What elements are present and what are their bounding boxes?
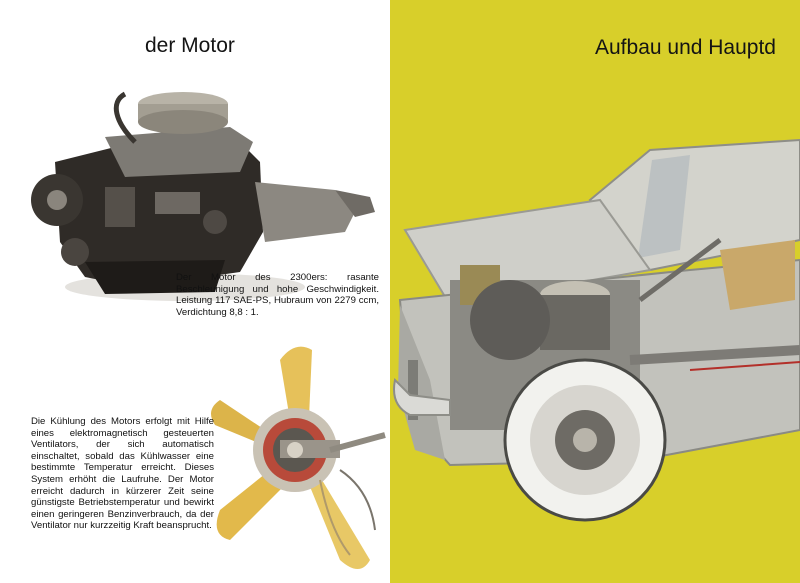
right-page: [390, 0, 800, 583]
motor-title: der Motor: [145, 34, 235, 57]
section-title: Aufbau und Hauptd: [595, 36, 776, 59]
fan-illustration: [200, 340, 390, 580]
engine-caption: Der Motor des 2300ers: rasante Beschleunigung und hohe Geschwindigkeit. Leistung 117 SAE-PS, Hubraum von 2279 ccm, Verdichtung 8,8 : 1.: [176, 272, 379, 318]
cooling-caption: Die Kühlung des Motors erfolgt mit Hilfe eines elektromagnetisch gesteuerten Ventilators, der sich automatisch einschaltet, sobald das Kühlwasser eine bestimmte Temperatur erreicht. Dieses System erhöht die Laufruhe. Der Motor erreicht dadurch in kürzerer Zeit seine günstigste Betriebstemperatur und bewirkt einen geringeren Benzinverbrauch, da der Ventilator nur kurzzeitig Kraft beansprucht.: [31, 416, 214, 532]
car-cutaway-illustration: [390, 130, 800, 550]
left-page: [0, 0, 390, 583]
